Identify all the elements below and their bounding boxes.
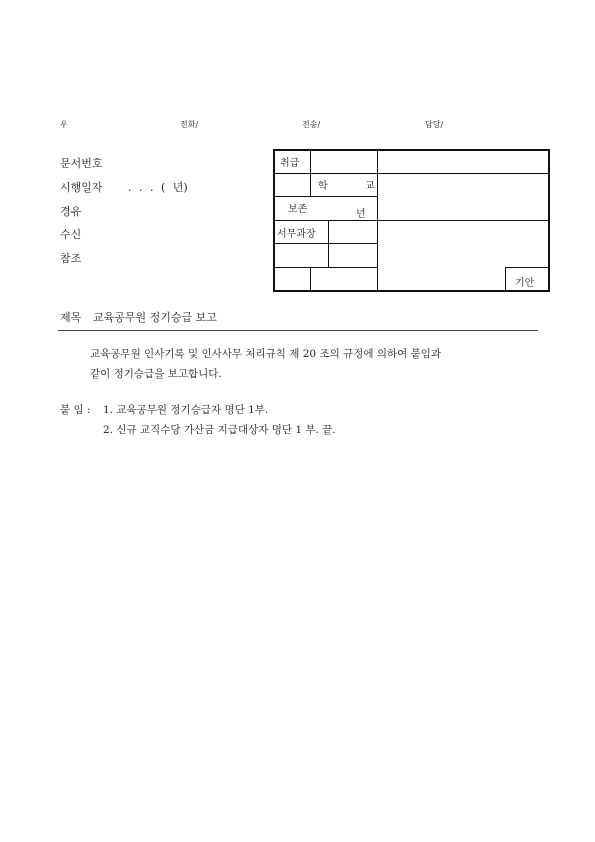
attachment-item-2: 2. 신규 교직수당 가산금 지급대상자 명단 1 부. 끝.: [103, 424, 336, 436]
receiver-label: 수신: [60, 228, 82, 241]
effective-date-label: 시행일자: [60, 181, 103, 194]
fax-label: 전송/: [302, 120, 321, 129]
admin-manager-label: 서무과장: [277, 229, 316, 240]
subject-divider: [58, 330, 538, 331]
doc-number-label: 문서번호: [60, 157, 103, 170]
via-label: 경유: [60, 205, 82, 218]
school-label-1: 학: [318, 181, 328, 192]
draft-label: 기안: [515, 278, 535, 289]
body-line-2: 같이 정기승급을 보고합니다.: [90, 368, 222, 380]
subject-text: 교육공무원 정기승급 보고: [93, 311, 217, 324]
retention-label: 보존: [288, 204, 308, 215]
attachment-label: 붙 임 :: [60, 404, 91, 416]
handling-label: 취급: [280, 158, 300, 169]
body-line-1: 교육공무원 인사기록 및 인사사무 처리규칙 제 20 조의 규정에 의하여 붙임과: [90, 348, 442, 360]
phone-label: 전화/: [180, 120, 199, 129]
reference-label: 참조: [60, 252, 82, 265]
recipient-label: 우: [60, 120, 68, 129]
manager-label: 담당/: [425, 120, 444, 129]
school-label-2: 교: [365, 181, 375, 192]
subject-label: 제목: [60, 311, 82, 324]
effective-date-value: . . . ( 년): [128, 181, 188, 194]
year-label: 년: [356, 209, 366, 220]
attachment-item-1: 1. 교육공무원 정기승급자 명단 1부.: [103, 404, 269, 416]
